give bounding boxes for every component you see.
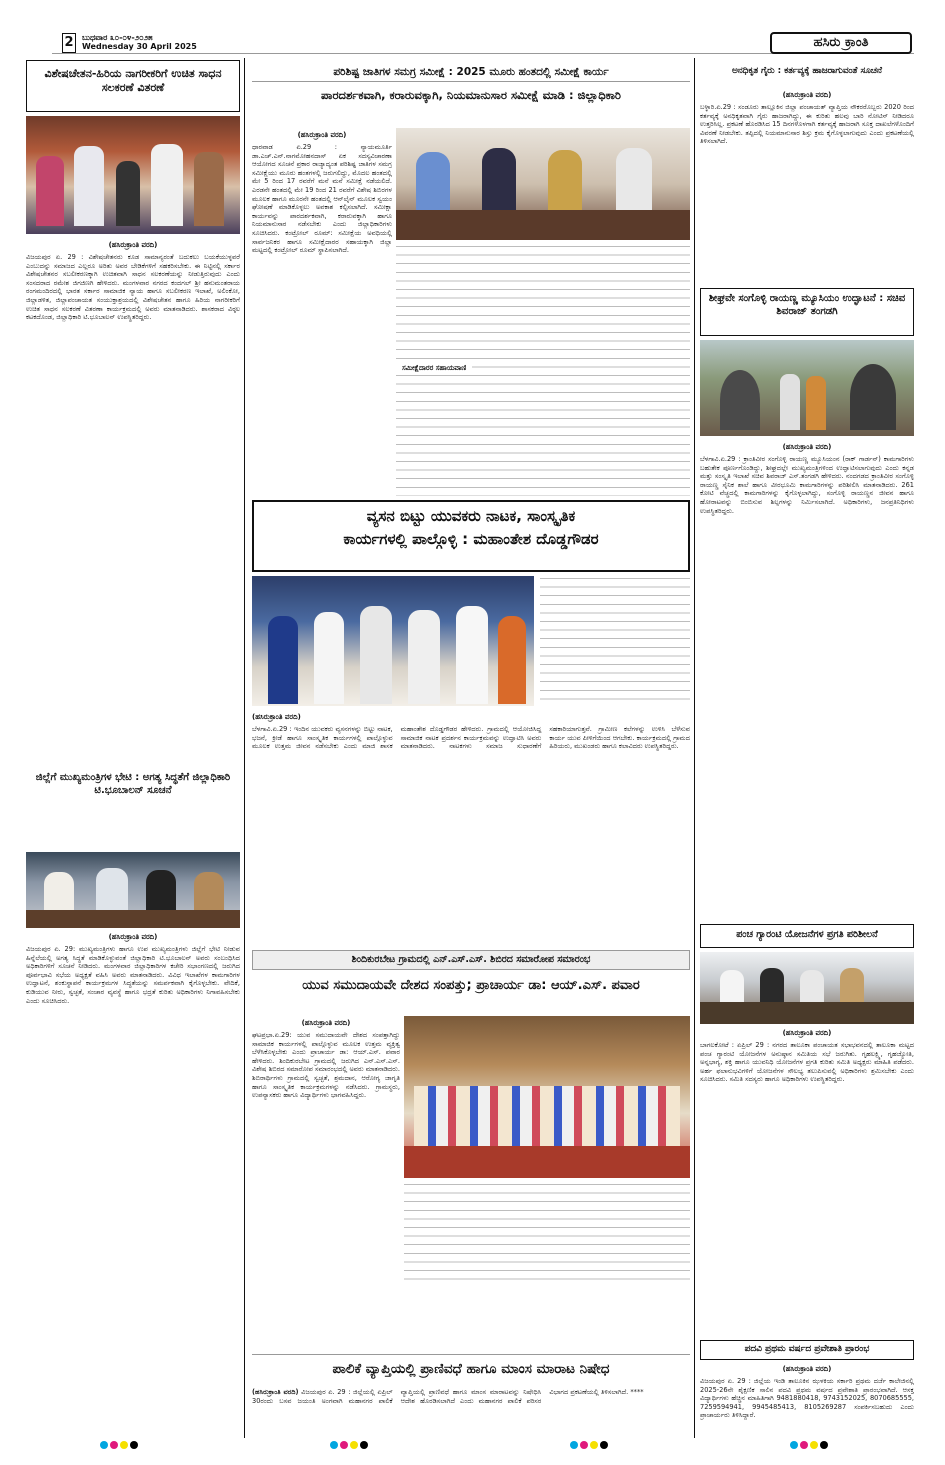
article-headline: ಶೀಘ್ರವೇ ಸಂಗೊಳ್ಳಿ ರಾಯಣ್ಣ ಮ್ಯೂಸಿಯಂ ಉದ್ಘಾಟನೆ : ಸಚಿವ ಶಿವರಾಜ್ ತಂಗಡಗಿ (708, 293, 906, 317)
article-text: ವಿಜಯಪುರ ಏ. 29: ಮುಖ್ಯಮಂತ್ರಿಗಳು ಹಾಗೂ ಉಪ ಮುಖ್ಯಮಂತ್ರಿಗಳು ಜಿಲ್ಲೆಗೆ ಭೇಟಿ ನೀಡುವ ಹಿನ್ನೆಲೆಯಲ್ಲಿ ಅಗತ್ಯ ಸಿದ್ಧತೆ ಮಾಡಿಕೊಳ್ಳುವಂತೆ ಜಿಲ್ಲಾಧಿಕಾರಿ ಟಿ.ಭೂಬಾಲನ್ ಅವರು ಸಂಬಂಧಿಸಿದ ಅಧಿಕಾರಿಗಳಿಗೆ ಸೂಚನೆ ನೀಡಿದರು. ಮಂಗಳವಾರ ಜಿಲ್ಲಾಧಿಕಾರಿಗಳ ಕಚೇರಿ ಸಭಾಂಗಣದಲ್ಲಿ ಜರುಗಿದ ಪೂರ್ವಭಾವಿ ಸಭೆಯ ಅಧ್ಯಕ್ಷತೆ ವಹಿಸಿ ಅವರು ಮಾತನಾಡಿದರು. ವಿವಿಧ ಇಲಾಖೆಗಳ ಕಾಮಗಾರಿಗಳ ಉದ್ಘಾಟನೆ, ಶಂಕುಸ್ಥಾಪನೆ ಕಾರ್ಯಕ್ರಮಗಳ ಸಿದ್ಧತೆಯನ್ನು ಸಮರ್ಪಕವಾಗಿ ಕೈಗೊಳ್ಳಬೇಕು. ವೇದಿಕೆ, ಕುಡಿಯುವ ನೀರು, ಸ್ವಚ್ಛತೆ, ಸಂಚಾರ ವ್ಯವಸ್ಥೆ ಹಾಗೂ ಭದ್ರತೆ ಕುರಿತು ಅಧಿಕಾರಿಗಳು ನಿಗಾವಹಿಸಬೇಕು ಎಂದು ಸೂಚಿಸಿದರು. (26, 945, 240, 1005)
article-credit: (ಹಸಿರುಕ್ರಾಂತಿ ವರದಿ) (297, 131, 347, 139)
registration-marks (100, 1441, 138, 1451)
article-text: ಬಳ್ಳಾರಿ.ಏ.29 : ಸಂಡೂರು ತಾಲ್ಲೂಕಿನ ಜಿಲ್ಲಾ ಪಂಚಾಯತ್ ವ್ಯಾಪ್ತಿಯ ನೌಕರರೊಬ್ಬರು 2020 ರಿಂದ ಕರ್ತವ್ಯಕ್ಕೆ ಅನಧಿಕೃತವಾಗಿ ಗೈರು ಹಾಜರಾಗಿದ್ದು, ಈ ಕುರಿತು ಹಲವು ಬಾರಿ ನೋಟಿಸ್ ನೀಡಿದರೂ ಉತ್ತರಿಸಿಲ್ಲ. ಪ್ರಕಟಣೆ ಹೊರಡಿಸಿದ 15 ದಿನಗಳೊಳಗಾಗಿ ಕರ್ತವ್ಯಕ್ಕೆ ಹಾಜರಾಗಿ ಸೂಕ್ತ ದಾಖಲೆಗಳೊಂದಿಗೆ ವಿವರಣೆ ನೀಡಬೇಕು. ತಪ್ಪಿದಲ್ಲಿ ನಿಯಮಾನುಸಾರ ಶಿಸ್ತು ಕ್ರಮ ಕೈಗೊಳ್ಳಲಾಗುವುದು ಎಂದು ಪ್ರಕಟಣೆಯಲ್ಲಿ ತಿಳಿಸಲಾಗಿದೆ. (700, 103, 914, 146)
column-rule (694, 58, 695, 1438)
article-credit: (ಹಸಿರುಕ್ರಾಂತಿ ವರದಿ) (782, 443, 832, 451)
article-body-column (700, 1026, 914, 1338)
registration-marks (570, 1441, 608, 1451)
headline-box (700, 288, 914, 336)
meeting-photo-survey (396, 128, 690, 240)
article-text: ಘಟಪ್ರಭಾ.ಏ.29: ಯುವ ಸಮುದಾಯವೇ ದೇಶದ ಸಂಪತ್ತಾಗಿದ್ದು ಸಾಮಾಜಿಕ ಕಾರ್ಯಗಳಲ್ಲಿ ಪಾಲ್ಗೊಳ್ಳುವ ಮೂಲಕ ಉತ್ತಮ ವ್ಯಕ್ತಿತ್ವ ಬೆಳೆಸಿಕೊಳ್ಳಬೇಕು ಎಂದು ಪ್ರಾಚಾರ್ಯ ಡಾ: ಆಯ್.ಎಸ್. ಪವಾರ ಹೇಳಿದರು. ಶಿಂದಿಕುರಬೇಟ ಗ್ರಾಮದಲ್ಲಿ ಜರುಗಿದ ಎನ್.ಎಸ್.ಎಸ್. ವಿಶೇಷ ಶಿಬಿರದ ಸಮಾರೋಪ ಸಮಾರಂಭದಲ್ಲಿ ಅವರು ಮಾತನಾಡಿದರು. ಶಿಬಿರಾರ್ಥಿಗಳು ಗ್ರಾಮದಲ್ಲಿ ಸ್ವಚ್ಛತೆ, ಶ್ರಮದಾನ, ಆರೋಗ್ಯ ಜಾಗೃತಿ ಹಾಗೂ ಸಾಂಸ್ಕೃತಿಕ ಕಾರ್ಯಕ್ರಮಗಳನ್ನು ನಡೆಸಿದರು. ಗ್ರಾಮಸ್ಥರು, ಉಪನ್ಯಾಸಕರು ಹಾಗೂ ವಿದ್ಯಾರ್ಥಿಗಳು ಭಾಗವಹಿಸಿದ್ದರು. (252, 1031, 400, 1100)
headline-box (700, 1340, 914, 1360)
article-credit: (ಹಸಿರುಕ್ರಾಂತಿ ವರದಿ) (782, 1029, 832, 1037)
article-text: ವಿಜಯಪುರ ಏ. 29 : ಜಿಲ್ಲೆಯ ಇಂಡಿ ತಾಲೂಕಿನ ಝಳಕಿಯ ಸರ್ಕಾರಿ ಪ್ರಥಮ ದರ್ಜೆ ಕಾಲೇಜಿನಲ್ಲಿ 2025-26ನೇ ಶೈಕ್ಷಣಿಕ ಸಾಲಿನ ಪದವಿ ಪ್ರಥಮ ವರ್ಷದ ಪ್ರವೇಶಾತಿ ಪ್ರಾರಂಭವಾಗಿದೆ. ಆಸಕ್ತ ವಿದ್ಯಾರ್ಥಿಗಳು ಹೆಚ್ಚಿನ ಮಾಹಿತಿಗಾಗಿ 9481880418, 9743152025, 8070685555, 7259594941, 9945485413, 8105269287 ಸಂಪರ್ಕಿಸಬಹುದು ಎಂದು ಪ್ರಾಚಾರ್ಯರು ತಿಳಿಸಿದ್ದಾರೆ. (700, 1377, 914, 1420)
article-headline: ಪಂಚ ಗ್ಯಾರಂಟಿ ಯೋಜನೆಗಳ ಪ್ರಗತಿ ಪರಿಶೀಲನೆ (736, 929, 878, 940)
article-headline: ಜಿಲ್ಲೆಗೆ ಮುಖ್ಯಮಂತ್ರಿಗಳ ಭೇಟಿ : ಅಗತ್ಯ ಸಿದ್ಧತೆಗೆ ಜಿಲ್ಲಾಧಿಕಾರಿ ಟಿ.ಭೂಬಾಲನ್ ಸೂಚನೆ (35, 772, 231, 796)
article-headline: ವಿಶೇಷಚೇತನ-ಹಿರಿಯ ನಾಗರೀಕರಿಗೆ ಉಚಿತ ಸಾಧನ ಸಲಕರಣೆ ವಿತರಣೆ (44, 67, 222, 94)
article-credit: (ಹಸಿರುಕ್ರಾಂತಿ ವರದಿ) (782, 91, 832, 99)
article-headline-line2: ಪಾರದರ್ಶಕವಾಗಿ, ಕರಾರುವಕ್ಕಾಗಿ, ನಿಯಮಾನುಸಾರ ಸಮೀಕ್ಷೆ ಮಾಡಿ : ಜಿಲ್ಲಾಧಿಕಾರಿ (321, 88, 621, 103)
article-text: ಧಾರವಾಡ ಏ.29 : ನ್ಯಾಯಮೂರ್ತಿ ಡಾ.ಎಚ್.ಎನ್.ನಾಗಮೋಹನದಾಸ್ ಏಕ ಸದಸ್ಯವಿಚಾರಣಾ ಆಯೋಗದ ಸೂಚನೆ ಪ್ರಕಾರ ರಾಜ್ಯಾದ್ಯಂತ ಪರಿಶಿಷ್ಟ ಜಾತಿಗಳ ಸಮಗ್ರ ಸಮೀಕ್ಷೆಯು ಮೂರು ಹಂತಗಳಲ್ಲಿ ಜರುಗಲಿದ್ದು, ಮೊದಲ ಹಂತದಲ್ಲಿ ಮೇ 5 ರಿಂದ 17 ರವರೆಗೆ ಮನೆ ಮನೆ ಸಮೀಕ್ಷೆ ನಡೆಯಲಿದೆ. ಎರಡನೇ ಹಂತದಲ್ಲಿ ಮೇ 19 ರಿಂದ 21 ರವರೆಗೆ ವಿಶೇಷ ಶಿಬಿರಗಳ ಮೂಲಕ ಹಾಗೂ ಮೂರನೇ ಹಂತದಲ್ಲಿ ಆನ್‌ಲೈನ್ ಮೂಲಕ ಸ್ವಯಂ ಘೋಷಣೆ ಮಾಡಿಕೊಳ್ಳಲು ಅವಕಾಶ ಕಲ್ಪಿಸಲಾಗಿದೆ. ಸಮೀಕ್ಷಾ ಕಾರ್ಯವನ್ನು ಪಾರದರ್ಶಕವಾಗಿ, ಕರಾರುವಕ್ಕಾಗಿ ಹಾಗೂ ನಿಯಮಾನುಸಾರ ನಡೆಸಬೇಕು ಎಂದು ಜಿಲ್ಲಾಧಿಕಾರಿಗಳು ಸೂಚಿಸಿದರು. ಕಂಟ್ರೋಲ್ ರೂಮ್: ಸಮೀಕ್ಷೆಯ ಅವಧಿಯಲ್ಲಿ ಸಾರ್ವಜನಿಕರ ಹಾಗೂ ಸಮೀಕ್ಷೆದಾರರ ಸಹಾಯಕ್ಕಾಗಿ ಜಿಲ್ಲಾ ಮಟ್ಟದಲ್ಲಿ ಕಂಟ್ರೋಲ್ ರೂಮ್ ಸ್ಥಾಪಿಸಲಾಗಿದೆ. (252, 143, 392, 255)
headline-box (252, 500, 690, 572)
article-headline: ಪಾಲಿಕೆ ವ್ಯಾಪ್ತಿಯಲ್ಲಿ ಪ್ರಾಣಿವಧೆ ಹಾಗೂ ಮಾಂಸ ಮಾರಾಟ ನಿಷೇಧ (332, 1361, 610, 1377)
article-headline-line1: ವ್ಯಸನ ಬಿಟ್ಟು ಯುವಕರು ನಾಟಕ, ಸಾಂಸ್ಕೃತಿಕ (366, 507, 576, 525)
article-headline: ಪದವಿ ಪ್ರಥಮ ವರ್ಷದ ಪ್ರವೇಶಾತಿ ಪ್ರಾರಂಭ (744, 1344, 870, 1354)
article-headline: ಅನಧಿಕೃತ ಗೈರು : ಕರ್ತವ್ಯಕ್ಕೆ ಹಾಜರಾಗುವಂತೆ ಸೂಚನೆ (731, 66, 883, 76)
event-photo-drama-inauguration (252, 576, 534, 706)
article-body-column (252, 128, 392, 498)
article-text: ಬೆಳಗಾವಿ.ಏ.29 : ಇಂದಿನ ಯುವಕರು ವ್ಯಸನಗಳನ್ನು ಬಿಟ್ಟು ನಾಟಕ, ಭಜನೆ, ಕ್ರೀಡೆ ಹಾಗೂ ಸಾಂಸ್ಕೃತಿಕ ಕಾರ್ಯಗಳಲ್ಲಿ ಪಾಲ್ಗೊಳ್ಳುವ ಮೂಲಕ ಉತ್ತಮ ಜೀವನ ನಡೆಸಬೇಕು ಎಂದು ಮಾಜಿ ಶಾಸಕ ಮಹಾಂತೇಶ ದೊಡ್ಡಗೌಡರ ಹೇಳಿದರು. ಗ್ರಾಮದಲ್ಲಿ ಆಯೋಜಿಸಿದ್ದ ಸಾಮಾಜಿಕ ನಾಟಕ ಪ್ರದರ್ಶನ ಕಾರ್ಯಕ್ರಮವನ್ನು ಉದ್ಘಾಟಿಸಿ ಅವರು ಮಾತನಾಡಿದರು. ನಾಟಕಗಳು ಸಮಾಜ ಸುಧಾರಣೆಗೆ ಸಹಕಾರಿಯಾಗುತ್ತವೆ. ಗ್ರಾಮೀಣ ಕಲೆಗಳನ್ನು ಉಳಿಸಿ ಬೆಳೆಸುವ ಕಾರ್ಯ ಯುವ ಪೀಳಿಗೆಯಿಂದ ಆಗಬೇಕು. ಕಾರ್ಯಕ್ರಮದಲ್ಲಿ ಗ್ರಾಮದ ಹಿರಿಯರು, ಮುಖಂಡರು ಹಾಗೂ ಕಲಾವಿದರು ಉಪಸ್ಥಿತರಿದ್ದರು. (252, 725, 690, 751)
article-headline-line2: ಯುವ ಸಮುದಾಯವೇ ದೇಶದ ಸಂಪತ್ತು; ಪ್ರಾಚಾರ್ಯ ಡಾ: ಆಯ್.ಎಸ್. ಪವಾರ (302, 977, 640, 993)
headline-box (252, 950, 690, 1012)
article-continued-text (404, 1182, 690, 1286)
article-body-column (252, 1016, 400, 1286)
article-credit: (ಹಸಿರುಕ್ರಾಂತಿ ವರದಿ) (301, 1019, 351, 1027)
article-continued-text (540, 576, 690, 706)
site-photo-museum (700, 340, 914, 436)
article-text-body: ವಿಜಯಪುರ ಏ. 29 : ಜಿಲ್ಲೆಯಲ್ಲಿ ಏಪ್ರಿಲ್ 30ರಂದು ಬಸವ ಜಯಂತಿ ಅಂಗವಾಗಿ ಮಹಾನಗರ ಪಾಲಿಕೆ ವ್ಯಾಪ್ತಿಯಲ್ಲಿ ಪ್ರಾಣಿವಧೆ ಹಾಗೂ ಮಾಂಸ ಮಾರಾಟವನ್ನು ನಿಷೇಧಿಸಿ ಆದೇಶ ಹೊರಡಿಸಲಾಗಿದೆ ಎಂದು ಮಹಾನಗರ ಪಾಲಿಕೆ ಪರಿಸರ ವಿಭಾಗದ ಪ್ರಕಟಣೆಯಲ್ಲಿ ತಿಳಿಸಲಾಗಿದೆ. **** (252, 1388, 644, 1405)
page-number: 2 (62, 33, 76, 53)
article-credit: (ಹಸಿರುಕ್ರಾಂತಿ ವರದಿ) (252, 713, 301, 721)
headline-box (252, 64, 690, 124)
article-headline-line1: ಶಿಂದಿಕುರಬೇಟ ಗ್ರಾಮದಲ್ಲಿ ಎನ್.ಎಸ್.ಎಸ್. ಶಿಬಿರದ ಸಮಾರೋಪ ಸಮಾರಂಭ (252, 950, 690, 970)
headline-box (700, 924, 914, 948)
article-text (252, 1388, 690, 1434)
newspaper-brand: ಹಸಿರು ಕ್ರಾಂತಿ (770, 32, 912, 54)
date-english: Wednesday 30 April 2025 (82, 42, 197, 51)
meeting-photo-guarantee (700, 952, 914, 1024)
article-text: ಬಾಗಲಕೋಟೆ : ಏಪ್ರಿಲ್ 29 : ನಗರದ ತಾಲೂಕಾ ಪಂಚಾಯತ ಸಭಾಭವನದಲ್ಲಿ ತಾಲೂಕಾ ಮಟ್ಟದ ಪಂಚ ಗ್ಯಾರಂಟಿ ಯೋಜನೆಗಳ ಅನುಷ್ಠಾನ ಸಮಿತಿಯ ಸಭೆ ಜರುಗಿತು. ಗೃಹಲಕ್ಷ್ಮಿ, ಗೃಹಜ್ಯೋತಿ, ಅನ್ನಭಾಗ್ಯ, ಶಕ್ತಿ ಹಾಗೂ ಯುವನಿಧಿ ಯೋಜನೆಗಳ ಪ್ರಗತಿ ಕುರಿತು ಸಮಿತಿ ಅಧ್ಯಕ್ಷರು ಮಾಹಿತಿ ಪಡೆದರು. ಅರ್ಹ ಫಲಾನುಭವಿಗಳಿಗೆ ಯೋಜನೆಗಳ ಸೌಲಭ್ಯ ತಲುಪಿಸುವಲ್ಲಿ ಅಧಿಕಾರಿಗಳು ಶ್ರಮಿಸಬೇಕು ಎಂದು ಸೂಚಿಸಿದರು. ಸಮಿತಿ ಸದಸ್ಯರು ಹಾಗೂ ಅಧಿಕಾರಿಗಳು ಉಪಸ್ಥಿತರಿದ್ದರು. (700, 1041, 914, 1084)
date-kannada: ಬುಧವಾರ ೩೦-೦೪-೨೦೨೫ (82, 33, 153, 42)
headline-box (252, 1354, 690, 1386)
headline-box (26, 770, 240, 816)
article-headline-line2: ಕಾರ್ಯಗಳಲ್ಲಿ ಪಾಲ್ಗೊಳ್ಳಿ : ಮಹಾಂತೇಶ ದೊಡ್ಡಗೌಡರ (343, 529, 599, 548)
article-credit: (ಹಸಿರುಕ್ರಾಂತಿ ವರದಿ) (252, 1388, 299, 1396)
registration-marks (330, 1441, 368, 1451)
article-text: ವಿಜಯಪುರ ಏ. 29 : ವಿಶೇಷಚೇತನರು ಕೂಡ ಸಾಮಾನ್ಯರಂತೆ ಬದುಕಲು ಬಯಕೆಯುಳ್ಳವರೆ ಎಂಬುದನ್ನು ಸಮಾಜದ ಎಲ್ಲರೂ ಅರಿತು ಅವರ ಬೇಡಿಕೆಗಳಿಗೆ ಸಹಕರಿಸಬೇಕು. ಈ ನಿಟ್ಟಿನಲ್ಲಿ ಸರ್ಕಾರ ವಿಶೇಷಚೇತನರ ಸಬಲೀಕರಣಕ್ಕಾಗಿ ಉಚಿತವಾಗಿ ಸಾಧನ ಸಲಕರಣೆಯನ್ನು ನೀಡುತ್ತಿರುವುದು ಎಂದು ಸಂಸದರಾದ ರಮೇಶ ಜಿಗಜಿಣಗಿ ಹೇಳಿದರು. ಮಂಗಳವಾರ ನಗರದ ಕಂದಗಲ್ ಶ್ರೀ ಹನುಮಂತರಾಯ ರಂಗಮಂದಿರದಲ್ಲಿ ಭಾರತ ಸರ್ಕಾರ ಸಾಮಾಜಿಕ ನ್ಯಾಯ ಹಾಗೂ ಸಬಲೀಕರಣ ಇಲಾಖೆ, ಅಲಿಂಕೋ, ಜಿಲ್ಲಾಡಳಿತ, ಜಿಲ್ಲಾಪಂಚಾಯತ ಸಂಯುಕ್ತಾಶ್ರಯದಲ್ಲಿ ವಿಶೇಷಚೇತನ ಹಾಗೂ ಹಿರಿಯ ನಾಗರೀಕರಿಗೆ ಉಚಿತ ಸಾಧನ ಸಲಕರಣೆ ವಿತರಣಾ ಕಾರ್ಯಕ್ರಮದಲ್ಲಿ ಅವರು ಮಾತನಾಡಿದರು. ಶಾಸಕರಾದ ವಿಠ್ಠಲ ಕಟಕದೊಂಡ, ಜಿಲ್ಲಾಧಿಕಾರಿ ಟಿ.ಭೂಬಾಲನ್ ಉಪಸ್ಥಿತರಿದ್ದರು. (26, 253, 240, 322)
article-body-column (26, 238, 240, 768)
article-body-column (700, 88, 914, 300)
date-line (82, 33, 197, 51)
article-credit: (ಹಸಿರುಕ್ರಾಂತಿ ವರದಿ) (108, 241, 158, 249)
article-credit: (ಹಸಿರುಕ್ರಾಂತಿ ವರದಿ) (782, 1365, 832, 1373)
article-body-column (252, 1388, 690, 1436)
article-subheading: ಸಮೀಕ್ಷೆದಾರರ ಸಹಾಯವಾಣಿ (396, 364, 472, 373)
headline-box (26, 60, 240, 112)
article-headline-line1: ಪರಿಶಿಷ್ಟ ಜಾತಿಗಳ ಸಮಗ್ರ ಸಮೀಕ್ಷೆ : 2025 ಮೂರು ಹಂತದಲ್ಲಿ ಸಮೀಕ್ಷೆ ಕಾರ್ಯ (252, 64, 690, 82)
meeting-photo-collector (26, 852, 240, 928)
article-body-column (26, 930, 240, 1435)
article-credit: (ಹಸಿರುಕ್ರಾಂತಿ ವರದಿ) (108, 933, 158, 941)
article-body-column (700, 440, 914, 920)
registration-marks (790, 1441, 828, 1451)
article-body-column (700, 1362, 914, 1438)
headline-box (700, 64, 914, 86)
event-photo-nss-camp (404, 1016, 690, 1178)
column-rule (244, 58, 245, 1438)
event-photo-aids-distribution (26, 116, 240, 234)
article-text: ಬೆಳಗಾವಿ.ಏ.29 : ಕ್ರಾಂತಿವೀರ ಸಂಗೊಳ್ಳಿ ರಾಯಣ್ಣ ಮ್ಯೂಸಿಯಂನ (ರಾಕ್ ಗಾರ್ಡನ್) ಕಾಮಗಾರಿಗಳು ಬಹುತೇಕ ಪೂರ್ಣಗೊಂಡಿದ್ದು, ಶೀಘ್ರದಲ್ಲೇ ಮುಖ್ಯಮಂತ್ರಿಗಳಿಂದ ಉದ್ಘಾಟಿಸಲಾಗುವುದು ಎಂದು ಕನ್ನಡ ಮತ್ತು ಸಂಸ್ಕೃತಿ ಇಲಾಖೆ ಸಚಿವ ಶಿವರಾಜ್ ಎಸ್.ತಂಗಡಗಿ ಹೇಳಿದರು. ನಂದಗಡದ ಕ್ರಾಂತಿವೀರ ಸಂಗೊಳ್ಳಿ ರಾಯಣ್ಣ ಸೈನಿಕ ಶಾಲೆ ಹಾಗೂ ವೀರಭೂಮಿ ಕಾಮಗಾರಿಗಳನ್ನು ಪರಿಶೀಲಿಸಿ ಮಾತನಾಡಿದರು. 261 ಕೋಟಿ ವೆಚ್ಚದಲ್ಲಿ ಕಾಮಗಾರಿಗಳನ್ನು ಕೈಗೊಳ್ಳಲಾಗಿದ್ದು, ಸಂಗೊಳ್ಳಿ ರಾಯಣ್ಣನ ಜೀವನ ಹಾಗೂ ಹೋರಾಟವನ್ನು ಬಿಂಬಿಸುವ ಶಿಲ್ಪಗಳನ್ನು ನಿರ್ಮಿಸಲಾಗಿದೆ. ಅಧಿಕಾರಿಗಳು, ಜನಪ್ರತಿನಿಧಿಗಳು ಉಪಸ್ಥಿತರಿದ್ದರು. (700, 455, 914, 515)
article-body-column (252, 710, 690, 946)
article-continued-text (396, 244, 690, 496)
